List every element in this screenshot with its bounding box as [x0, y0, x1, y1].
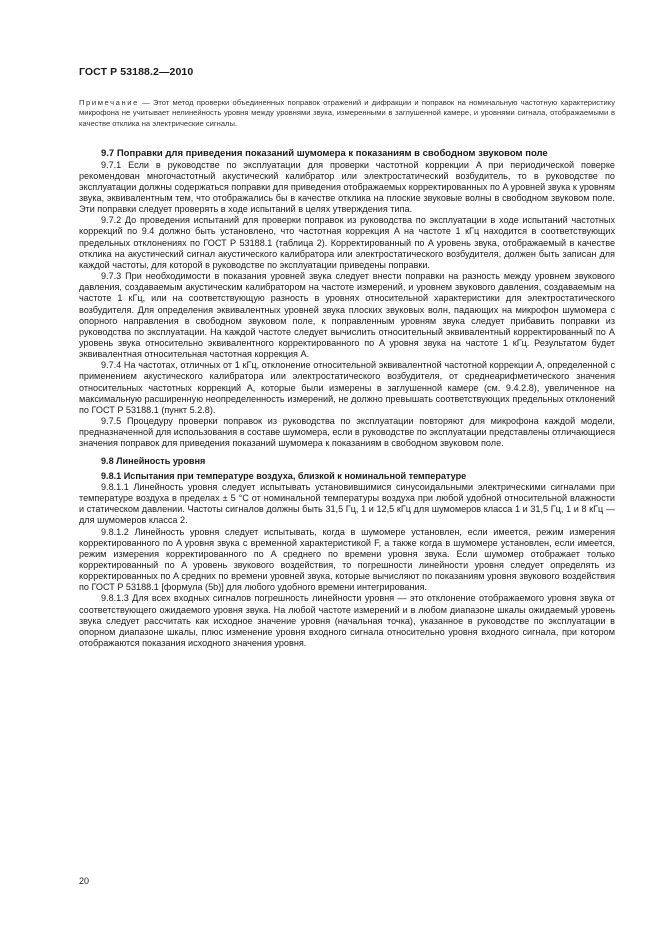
page-header-standard-title: ГОСТ Р 53188.2—2010 [79, 66, 194, 78]
paragraph-9-7-2: 9.7.2 До проведения испытаний для проверки поправок из руководства по эксплуатации в ходе испытаний частотных коррекций по 9.4 должно быть установлено, что частотная коррекция A на частоте 1 кГц находится в соответствующих предельных отклонениях по ГОСТ Р 53188.1 (таблица 2). Корректированный по A уровень звука, отображаемый в качестве отклика на акустический сигнал акустического калибратора или электростатического возбудителя, должен быть записан для каждой частоты, для которой в руководстве по эксплуатации приведены поправки. [79, 215, 615, 270]
note-paragraph [79, 98, 615, 129]
paragraph-9-7-3: 9.7.3 При необходимости в показания уровней звука следует внести поправки на разность между уровнем звукового давления, создаваемым акустическим калибратором на частоте измерений, и уровнем звукового давления, создаваемым на частоте 1 кГц, или на соответствующую разность в уровнях относительной характеристики для электростатического возбудителя. Для определения эквивалентных уровней звука плоских звуковых волн, падающих на микрофон шумомера с опорного направления в свободном звуковом поле, к поправленным уровням звука следует прибавить поправки из руководства по эксплуатации. На каждой частоте следует вычислить относительный эквивалентный корректированный по A уровень звука относительно эквивалентного корректированного по A уровня звука на частоте 1 кГц. Результатом будет эквивалентная относительная частотная коррекция A. [79, 271, 615, 360]
paragraph-9-8-1-1: 9.8.1.1 Линейность уровня следует испытывать установившимися синусоидальными электрическими сигналами при температуре воздуха в пределах ± 5 °С от номинальной температуры воздуха при любой удобной относительной влажности и статическом давлении. Частоты сигналов должны быть 31,5 Гц, 1 и 12,5 кГц для шумомеров класса 1 и 31,5 Гц, 1 и 8 кГц — для шумомеров класса 2. [79, 481, 615, 526]
paragraph-9-8-1-2: 9.8.1.2 Линейность уровня следует испытывать, когда в шумомере установлен, если имеется, режим измерения корректированного по A уровня звука с временной характеристикой F, а также когда в шумомере установлен, если имеется, режим измерения корректированного по A среднего по времени уровня звука. Если шумомер отображает только корректированный по A уровень звукового воздействия, то погрешности линейности уровня следует определять из корректированных по A средних по времени уровней звука, которые вычисляют по показаниям уровня звукового воздействия по ГОСТ Р 53188.1 [формула (5b)] для любого удобного времени интегрирования. [79, 526, 615, 593]
page-number: 20 [79, 876, 90, 886]
section-heading-9-8: 9.8 Линейность уровня [101, 455, 206, 466]
note-text: — Этот метод проверки объединенных поправок отражений и дифракции и поправок на номинальную частотную характеристику микрофона не учитывает нелинейность уровня между уровнями звука, измеренными в заглушенной камере, и уровнями сигнала, отображаемыми в качестве отклика на электрические сигналы. [79, 98, 615, 128]
note-lead: Примечание [79, 98, 139, 107]
subsection-heading-9-8-1: 9.8.1 Испытания при температуре воздуха, близкой к номинальной температуре [101, 470, 467, 481]
paragraph-9-8-1-3: 9.8.1.3 Для всех входных сигналов погрешность линейности уровня — это отклонение отображаемого уровня звука от соответствующего ожидаемого уровня звука. На любой частоте измерений и в любом диапазоне шкалы ожидаемый уровень звука следует рассчитать как исходное значение уровня (начальная точка), указанное в руководстве по эксплуатации в опорном диапазоне шкалы, плюс изменение уровня входного сигнала относительно уровня входного сигнала, при котором отображаются показания исходного значения уровня. [79, 593, 615, 649]
paragraph-9-7-1: 9.7.1 Если в руководстве по эксплуатации для проверки частотной коррекции A при периодической поверке рекомендован многочастотный акустический калибратор или электростатический возбудитель, то в руководстве по эксплуатации должны содержаться поправки для приведения отображаемых корректированных по A уровней звука к уровням звука, эквивалентным тем, что отображались бы в качестве отклика на плоские звуковые волны в свободном звуковом поле. Эти поправки следует проверять в ходе испытаний в целях утверждения типа. [79, 159, 615, 215]
section-heading-9-7: 9.7 Поправки для приведения показаний шумомера к показаниям в свободном звуковом поле [101, 148, 548, 159]
paragraph-9-7-5: 9.7.5 Процедуру проверки поправок из руководства по эксплуатации повторяют для микрофона каждой модели, предназначенной для использования в составе шумомера, если в руководстве по эксплуатации представлены отличающиеся значения поправок для приведения показаний шумомера к показаниям в свободном звуковом поле. [79, 416, 615, 449]
paragraph-9-7-4: 9.7.4 На частотах, отличных от 1 кГц, отклонение относительной эквивалентной частотной коррекции A, определенной с применением акустического калибратора или электростатического возбудителя, от среднеарифметического значения относительных частотных коррекций A, которые были измерены в заглушенной камере (см. 9.4.2.8), увеличенное на максимальную расширенную неопределенность измерений, не должно превышать соответствующих предельных отклонений по ГОСТ Р 53188.1 (пункт 5.2.8). [79, 360, 615, 415]
main-content [79, 148, 615, 649]
